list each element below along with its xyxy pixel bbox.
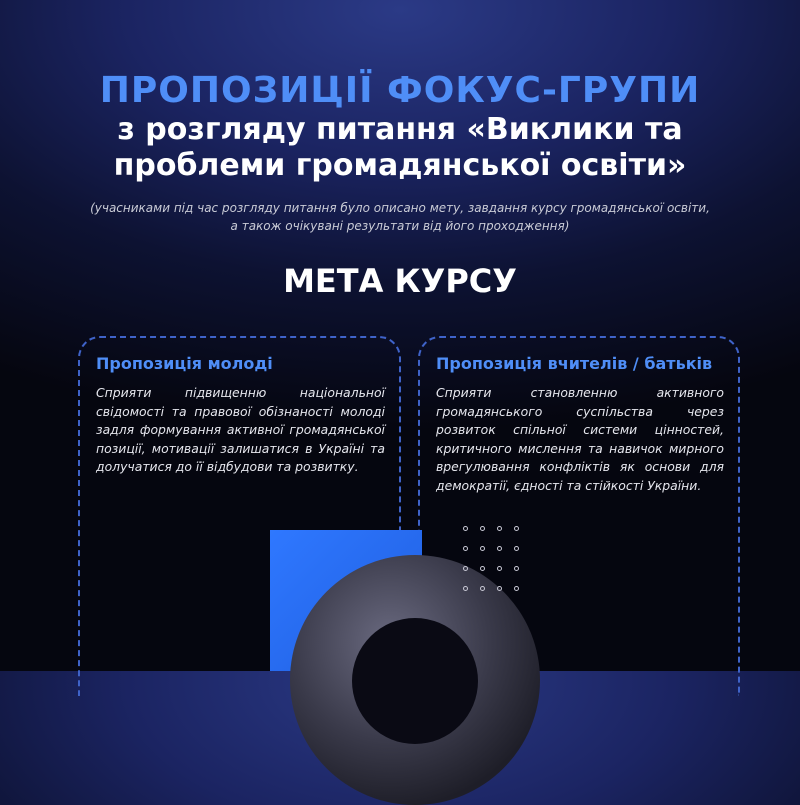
decorative-dot: [514, 546, 519, 551]
decorative-dot: [514, 566, 519, 571]
decorative-dot: [480, 546, 485, 551]
youth-proposal-title: Пропозиція молоді: [96, 354, 273, 373]
decorative-dot: [497, 566, 502, 571]
title-line-2: з розгляду питання «Виклики та: [117, 112, 683, 147]
decorative-dot: [463, 526, 468, 531]
decorative-dot: [497, 546, 502, 551]
decorative-dot: [514, 526, 519, 531]
title-line-1: ПРОПОЗИЦІЇ ФОКУС-ГРУПИ: [99, 70, 701, 111]
decorative-dot: [480, 586, 485, 591]
decorative-dot: [514, 586, 519, 591]
youth-proposal-text: Сприяти підвищенню національної свідомості та правової обізнаності молоді задля формування активної громадянської позиції, мотивації залишатися в Україні та долучатися до її відбудови та розвитку.: [96, 385, 385, 474]
decorative-dot: [480, 566, 485, 571]
decorative-dot: [463, 566, 468, 571]
decorative-dot-grid: [463, 526, 527, 596]
decorative-dot: [480, 526, 485, 531]
title-line-3: проблеми громадянської освіти»: [113, 148, 687, 183]
decorative-dot: [497, 586, 502, 591]
subtitle-line-2: а також очікувані результати від його проходження): [230, 219, 570, 233]
decorative-dot: [497, 526, 502, 531]
decorative-arc-hole: [352, 618, 478, 744]
section-title: МЕТА КУРСУ: [283, 262, 517, 300]
decorative-dot: [463, 586, 468, 591]
decorative-dot: [463, 546, 468, 551]
subtitle-line-1: (учасниками під час розгляду питання було описано мету, завдання курсу громадянської освіти,: [90, 201, 710, 215]
teachers-parents-proposal-text: Сприяти становленню активного громадянського суспільства через розвиток спільної системи цінностей, критичного мислення та навичок мирного врегулювання конфліктів як основи для демократії, єдності та стійкості України.: [436, 385, 724, 493]
teachers-parents-proposal-title: Пропозиція вчителів / батьків: [436, 354, 713, 373]
